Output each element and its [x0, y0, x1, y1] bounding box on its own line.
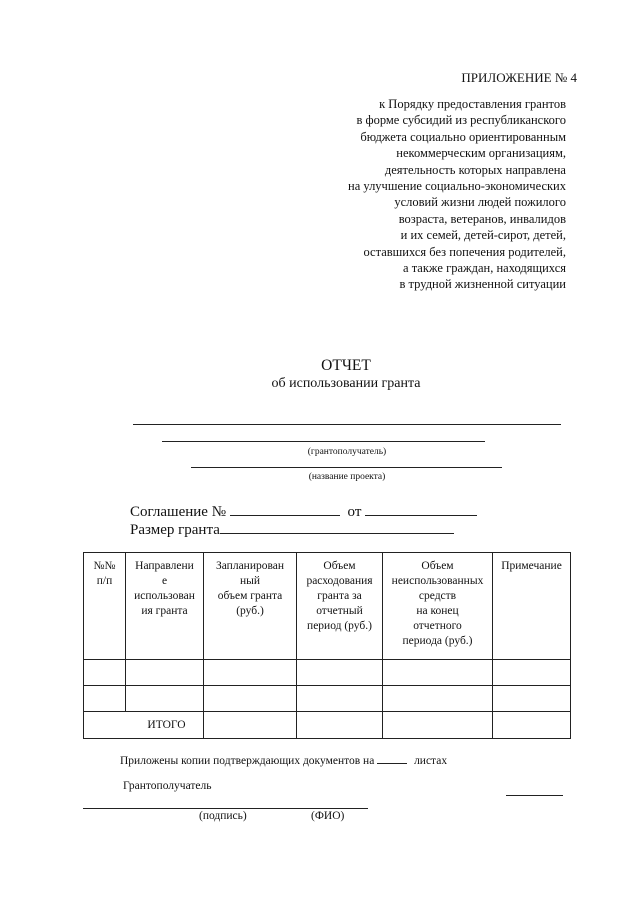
appendix-line: на улучшение социально-экономических: [348, 179, 566, 194]
appendix-line: возраста, ветеранов, инвалидов: [398, 211, 566, 226]
report-subtitle: об использовании гранта: [271, 376, 421, 391]
appendix-line: деятельность которых направлена: [384, 162, 566, 177]
appendix-reference: [0, 96, 566, 293]
table-header-row: [84, 553, 571, 660]
table-cell[interactable]: [383, 660, 493, 686]
appendix-line: а также граждан, находящихся: [403, 261, 566, 276]
signature-caption: (подпись): [199, 810, 247, 822]
header-number: №№ п/п: [84, 553, 126, 660]
agreement-date-field[interactable]: [365, 502, 477, 516]
table-total-row: [84, 712, 571, 739]
agreement-label: Соглашение №: [130, 504, 227, 520]
appendix-line: к Порядку предоставления грантов: [379, 97, 566, 111]
grant-size-label: Размер гранта: [130, 522, 220, 538]
report-title: ОТЧЕТ: [321, 357, 371, 374]
header-planned: Запланирован ный объем гранта (руб.): [204, 553, 297, 660]
table-cell[interactable]: [493, 660, 571, 686]
table-cell[interactable]: [204, 712, 297, 739]
table-cell[interactable]: [84, 686, 126, 712]
appendix-line: некоммерческим организациям,: [396, 146, 566, 161]
table-cell[interactable]: [204, 686, 297, 712]
header-direction: Направлени е использован ия гранта: [126, 553, 204, 660]
appendix-line: в трудной жизненной ситуации: [399, 277, 566, 292]
project-caption: (название проекта): [308, 472, 386, 482]
table-cell[interactable]: [493, 686, 571, 712]
header-unused: Объем неиспользованных средств на конец отчетного периода (руб.): [383, 553, 493, 660]
recipient-right-line[interactable]: [506, 795, 563, 796]
table-cell[interactable]: [493, 712, 571, 739]
appendix-title: ПРИЛОЖЕНИЕ № 4: [461, 70, 577, 85]
table-row: [84, 686, 571, 712]
table-cell[interactable]: [383, 712, 493, 739]
total-label-cell: [84, 712, 204, 739]
appendix-line: оставшихся без попечения родителей,: [363, 244, 566, 259]
from-label: от: [347, 504, 362, 520]
table-cell[interactable]: [297, 712, 383, 739]
agreement-number-field[interactable]: [230, 502, 340, 516]
sheet-count-field[interactable]: [377, 752, 407, 764]
appendix-line: в форме субсидий из республиканского: [356, 113, 566, 128]
copies-attached-line: [120, 752, 447, 767]
total-label: ИТОГО: [147, 718, 186, 731]
appendix-line: бюджета социально ориентированным: [360, 129, 566, 144]
table-cell[interactable]: [84, 660, 126, 686]
grant-size-row: [130, 520, 454, 539]
agreement-row: [130, 502, 477, 521]
recipient-label: Грантополучатель: [123, 780, 212, 792]
grantee-caption: (грантополучатель): [307, 447, 387, 457]
grantee-line-1: [133, 424, 561, 425]
table-cell[interactable]: [126, 660, 204, 686]
appendix-line: и их семей, детей-сирот, детей,: [400, 228, 566, 243]
name-caption: (ФИО): [311, 810, 345, 822]
grantee-line-2: [162, 441, 485, 442]
table-row: [84, 660, 571, 686]
grant-size-field[interactable]: [220, 520, 454, 534]
header-spent: Объем расходования гранта за отчетный период (руб.): [297, 553, 383, 660]
table-cell[interactable]: [126, 686, 204, 712]
table-cell[interactable]: [297, 686, 383, 712]
project-line: [191, 467, 502, 468]
copies-prefix: Приложены копии подтверждающих документов на: [120, 755, 375, 767]
copies-suffix: листах: [414, 755, 448, 767]
header-note: Примечание: [493, 553, 571, 660]
table-cell[interactable]: [297, 660, 383, 686]
appendix-line: условий жизни людей пожилого: [394, 195, 566, 210]
table-cell[interactable]: [204, 660, 297, 686]
signature-line[interactable]: [83, 808, 368, 809]
table-cell[interactable]: [383, 686, 493, 712]
report-table: [83, 552, 571, 739]
